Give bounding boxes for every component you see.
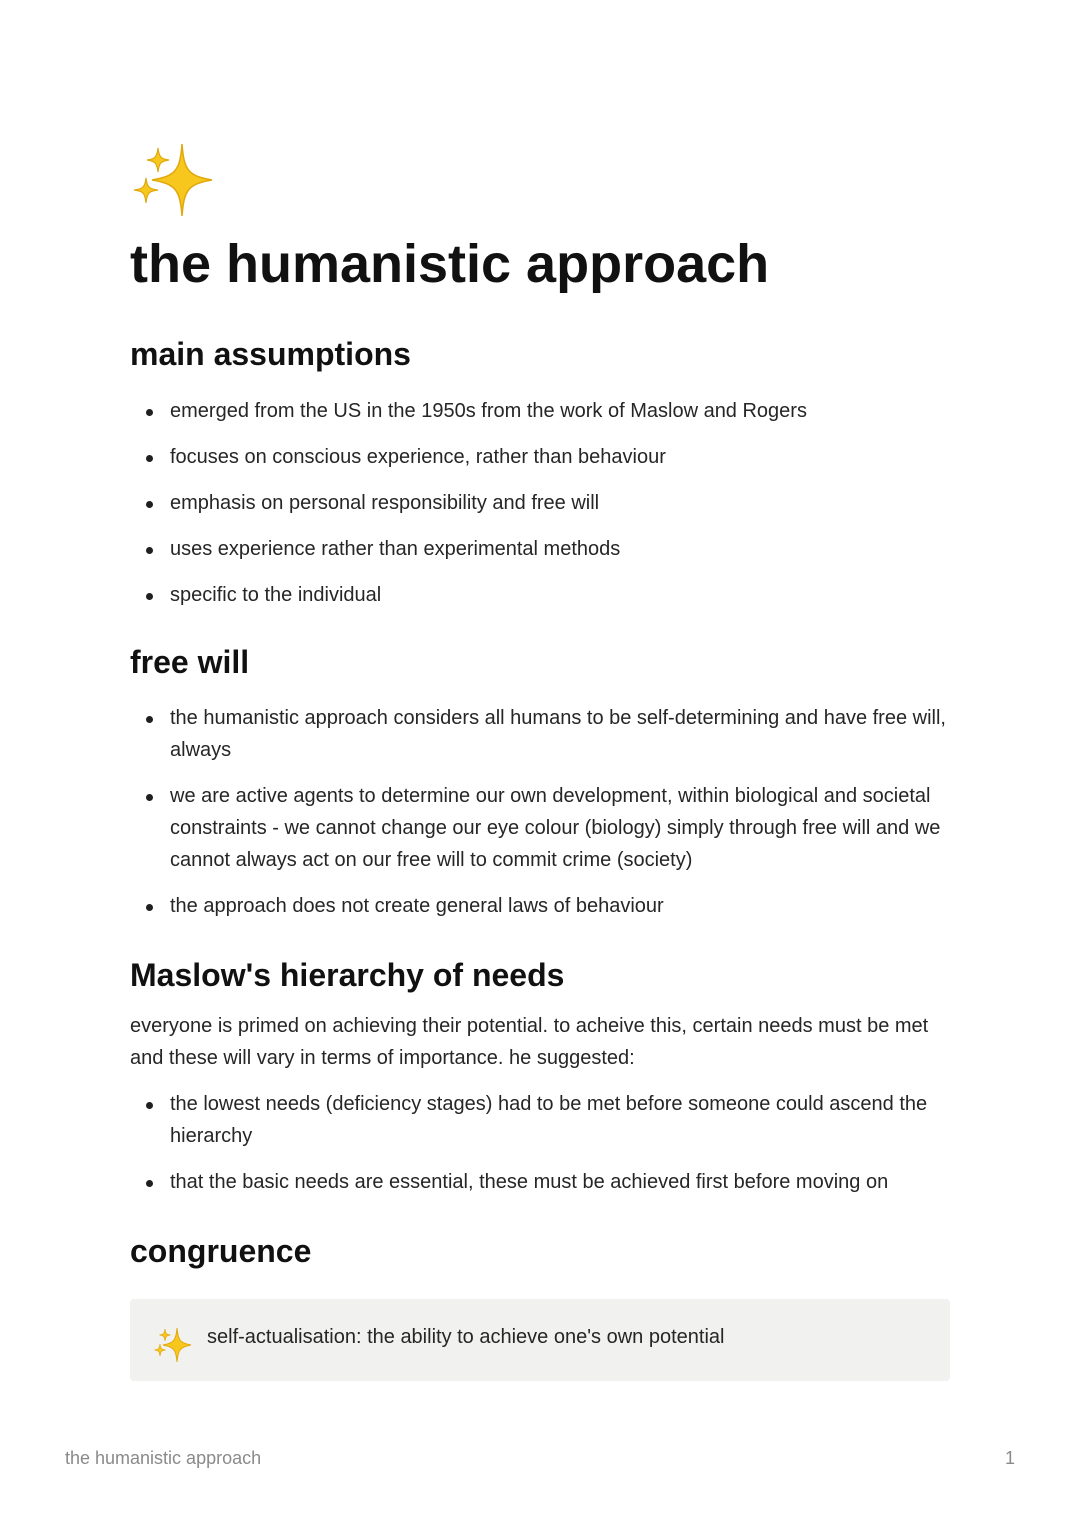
congruence-section <box>130 1232 950 1380</box>
maslow-list <box>130 1088 950 1198</box>
footer-page-number: 1 <box>1004 1448 1015 1468</box>
page-content <box>130 335 950 1381</box>
sparkles-icon <box>130 140 214 220</box>
main-assumptions-section <box>130 335 950 611</box>
list-item: specific to the individual <box>130 579 950 611</box>
list-item: that the basic needs are essential, these must be achieved first before moving on <box>130 1166 950 1198</box>
list-item: uses experience rather than experimental methods <box>130 533 950 565</box>
callout-text: self-actualisation: the ability to achieve one's own potential <box>207 1325 725 1348</box>
list-item: the lowest needs (deficiency stages) had to be met before someone could ascend the hierarchy <box>130 1088 950 1152</box>
main-assumptions-list <box>130 395 950 611</box>
maslow-section <box>130 956 950 1198</box>
maslow-intro: everyone is primed on achieving their potential. to acheive this, certain needs must be met and these will vary in terms of importance. he suggested: <box>130 1015 929 1070</box>
callout-block <box>130 1299 950 1381</box>
congruence-heading: congruence <box>130 1233 312 1270</box>
list-item: the approach does not create general laws of behaviour <box>130 890 950 922</box>
free-will-section <box>130 643 950 921</box>
page-title: the humanistic approach <box>130 234 770 294</box>
list-item: the humanistic approach considers all humans to be self-determining and have free will, always <box>130 702 950 766</box>
footer-document-title: the humanistic approach <box>65 1448 262 1468</box>
free-will-list <box>130 702 950 922</box>
main-assumptions-heading: main assumptions <box>130 336 411 372</box>
maslow-heading: Maslow's hierarchy of needs <box>130 956 565 993</box>
free-will-heading: free will <box>130 644 250 681</box>
sparkles-icon <box>152 1325 192 1365</box>
list-item: focuses on conscious experience, rather than behaviour <box>130 441 950 473</box>
list-item: emerged from the US in the 1950s from the work of Maslow and Rogers <box>130 395 950 427</box>
list-item: emphasis on personal responsibility and free will <box>130 487 950 519</box>
list-item: we are active agents to determine our own development, within biological and societal constraints - we cannot change our eye colour (biology) simply through free will and we cannot always act on our free will to commit crime (society) <box>130 780 950 876</box>
